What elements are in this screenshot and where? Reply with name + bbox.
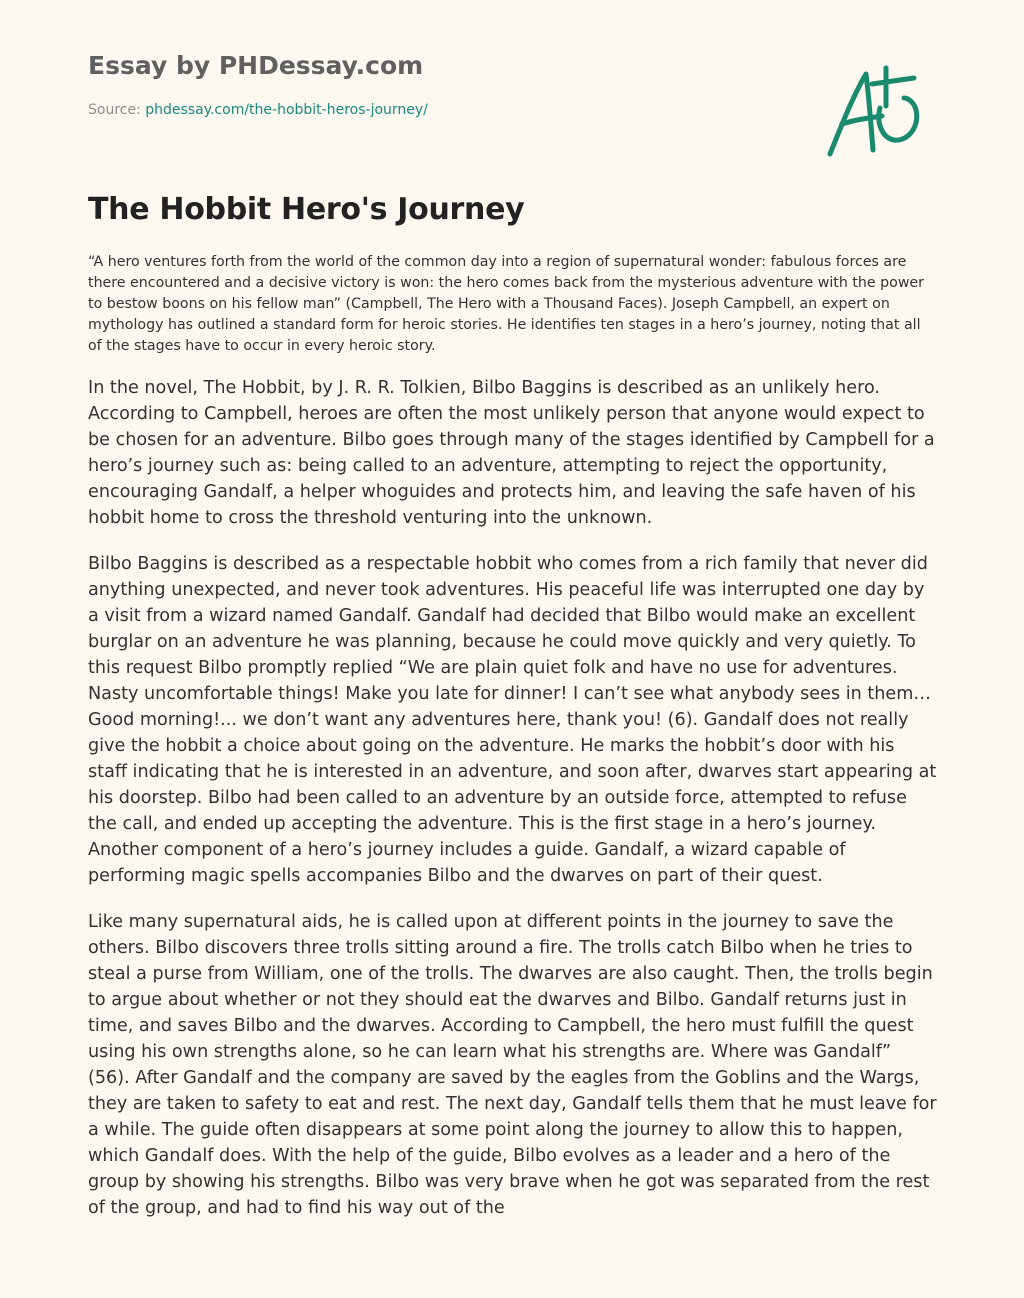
logo-text: A+ [820, 62, 822, 63]
site-title: Essay by PHDessay.com [88, 51, 424, 80]
source-link[interactable]: phdessay.com/the-hobbit-heros-journey/ [145, 102, 428, 118]
source-label: Source: [88, 102, 146, 118]
essay-paragraph: Like many supernatural aids, he is called upon at different points in the journey to save the others. Bilbo discovers three trolls sitting around a fire. The trolls catch Bilbo when he tries to steal a purse from William, one of the trolls. The dwarves are also caught. Then, the trolls begin to argue about whether or not they should eat the dwarves and Bilbo. Gandalf returns just in time, and saves Bilbo and the dwarves. According to Campbell, the hero must fulfill the quest using his own strengths alone, so he can learn what his strengths are. Where was Gandalf” (56). After Gandalf and the company are saved by the eagles from the Goblins and the Wargs, they are taken to safety to eat and rest. The next day, Gandalf tells them that he must leave for a while. The guide often disappears at some point along the journey to allow this to happen, which Gandalf does. With the help of the guide, Bilbo evolves as a leader and a hero of the group by showing his strengths. Bilbo was very brave when he got was separated from the rest of the group, and had to find his way out of the [88, 912, 937, 1218]
source-line [88, 100, 788, 120]
essay-title: The Hobbit Hero's Journey [88, 192, 525, 227]
essay-paragraph: In the novel, The Hobbit, by J. R. R. Tolkien, Bilbo Baggins is described as an unlikely hero. According to Campbell, heroes are often the most unlikely person that anyone would expect to be chosen for an adventure. Bilbo goes through many of the stages identified by Campbell for a hero’s journey such as: being called to an adventure, attempting to reject the opportunity, encouraging Gandalf, a helper whoguides and protects him, and leaving the safe haven of his hobbit home to cross the threshold venturing into the unknown. [88, 378, 935, 528]
page-header [88, 50, 788, 120]
essay-paragraph: Bilbo Baggins is described as a respectable hobbit who comes from a rich family that never did anything unexpected, and never took adventures. His peaceful life was interrupted one day by a visit from a wizard named Gandalf. Gandalf had decided that Bilbo would make an excellent burglar on an adventure he was planning, because he could move quickly and very quietly. To this request Bilbo promptly replied “We are plain quiet folk and have no use for adventures. Nasty uncomfortable things! Make you late for dinner! I can’t see what anybody sees in them…Good morning!... we don’t want any adventures here, thank you! (6). Gandalf does not really give the hobbit a choice about going on the adventure. He marks the hobbit’s door with his staff indicating that he is interested in an adventure, and soon after, dwarves start appearing at his doorstep. Bilbo had been called to an adventure by an outside force, attempted to refuse the call, and ended up accepting the adventure. This is the first stage in a hero’s journey. Another component of a hero’s journey includes a guide. Gandalf, a wizard capable of performing magic spells accompanies Bilbo and the dwarves on part of their quest. [88, 554, 937, 886]
essay-intro: “A hero ventures forth from the world of the common day into a region of supernatural wonder: fabulous forces are there encountered and a decisive victory is won: the hero comes back from the mysterious adventure with the power to bestow boons on his fellow man” (Campbell, The Hero with a Thousand Faces). Joseph Campbell, an expert on mythology has outlined a standard form for heroic stories. He identifies ten stages in a hero’s journey, noting that all of the stages have to occur in every heroic story. [88, 254, 924, 354]
essay-body [88, 252, 938, 1241]
a-plus-logo-icon [820, 62, 930, 162]
